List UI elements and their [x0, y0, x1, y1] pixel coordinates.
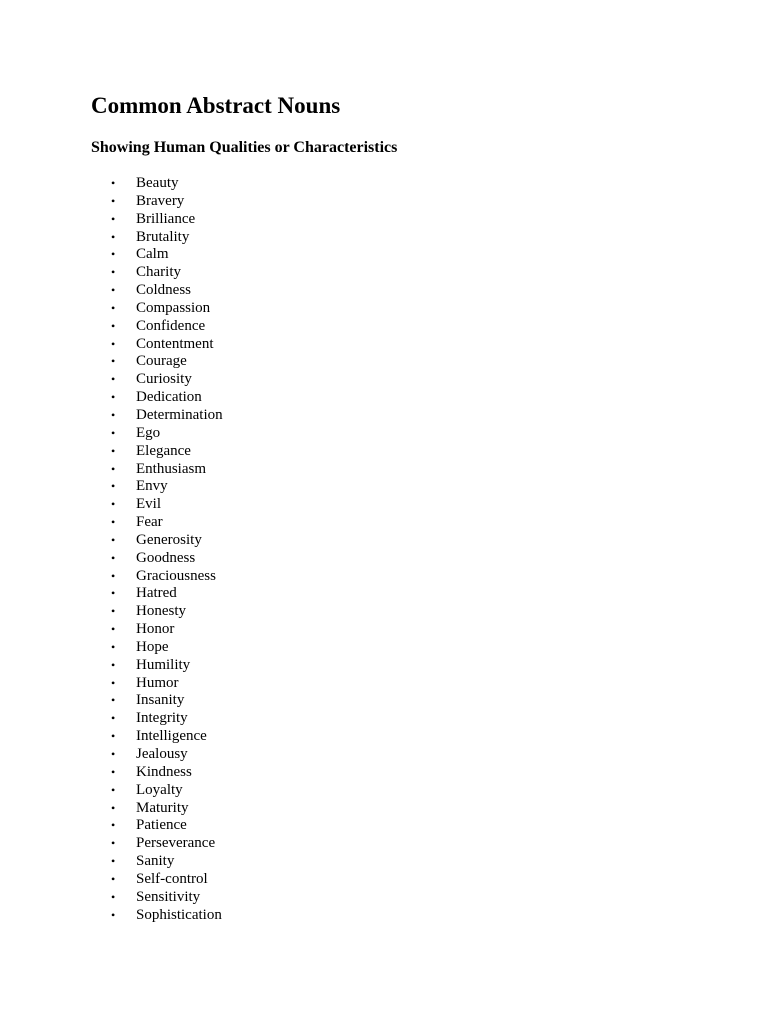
list-item-label: Hatred: [136, 585, 177, 602]
bullet-icon: •: [111, 390, 116, 405]
list-item-label: Self-control: [136, 870, 208, 887]
bullet-icon: •: [111, 586, 116, 601]
bullet-icon: •: [111, 693, 116, 708]
bullet-icon: •: [111, 211, 116, 226]
list-item-label: Graciousness: [136, 567, 216, 584]
list-item-label: Hope: [136, 638, 169, 655]
bullet-icon: •: [111, 497, 116, 512]
list-item-label: Kindness: [136, 763, 192, 780]
bullet-icon: •: [111, 461, 116, 476]
page-title: Common Abstract Nouns: [91, 93, 341, 118]
bullet-icon: •: [111, 283, 116, 298]
list-item-label: Charity: [136, 264, 181, 281]
list-item-label: Patience: [136, 817, 187, 834]
list-item-label: Maturity: [136, 799, 189, 816]
list-item-label: Generosity: [136, 531, 202, 548]
bullet-icon: •: [111, 657, 116, 672]
list-item-label: Evil: [136, 496, 161, 513]
section-heading: Showing Human Qualities or Characteristics: [91, 139, 398, 156]
list-item-label: Ego: [136, 424, 161, 441]
list-item-label: Integrity: [136, 710, 188, 727]
list-item-label: Compassion: [136, 299, 211, 316]
list-item-label: Sophistication: [136, 906, 222, 923]
list-item-label: Jealousy: [136, 746, 188, 762]
bullet-icon: •: [111, 265, 116, 280]
bullet-icon: •: [111, 871, 116, 886]
bullet-icon: •: [111, 889, 116, 904]
list-item-label: Humor: [136, 674, 179, 691]
list-item-label: Goodness: [136, 549, 196, 566]
list-item-label: Beauty: [136, 175, 179, 191]
list-item-label: Honesty: [136, 603, 186, 620]
bullet-icon: •: [111, 782, 116, 797]
bullet-icon: •: [111, 747, 116, 761]
bullet-icon: •: [111, 425, 116, 440]
list-item-label: Envy: [136, 478, 168, 495]
list-item-label: Calm: [136, 246, 169, 263]
bullet-icon: •: [111, 354, 116, 369]
bullet-icon: •: [111, 711, 116, 726]
bullet-icon: •: [111, 675, 116, 690]
list-item-label: Contentment: [136, 335, 214, 352]
bullet-icon: •: [111, 372, 116, 387]
list-item-label: Elegance: [136, 442, 191, 459]
bullet-icon: •: [111, 407, 116, 422]
bullet-icon: •: [111, 568, 116, 583]
list-item-label: Coldness: [136, 282, 192, 299]
bullet-icon: •: [111, 318, 116, 333]
bullet-icon: •: [111, 764, 116, 779]
list-item-label: Fear: [136, 514, 163, 531]
list-item-label: Loyalty: [136, 781, 183, 798]
list-item-label: Perseverance: [136, 835, 216, 852]
list-item-label: Intelligence: [136, 728, 207, 745]
bullet-icon: •: [111, 818, 116, 833]
bullet-icon: •: [111, 300, 116, 315]
list-item-label: Curiosity: [136, 371, 192, 388]
list-item-label: Brutality: [136, 228, 190, 245]
list-item-label: Sensitivity: [136, 888, 201, 905]
bullet-icon: •: [111, 247, 116, 262]
list-item-label: Enthusiasm: [136, 460, 206, 477]
bullet-icon: •: [111, 336, 116, 351]
list-item-label: Dedication: [136, 389, 202, 406]
bullet-icon: •: [111, 729, 116, 744]
bullet-icon: •: [111, 639, 116, 654]
bullet-icon: •: [111, 604, 116, 619]
list-item-label: Sanity: [136, 853, 175, 870]
bullet-icon: •: [111, 836, 116, 851]
list-item-label: Confidence: [136, 317, 206, 334]
bullet-icon: •: [111, 854, 116, 869]
bullet-icon: •: [111, 907, 116, 922]
bullet-icon: •: [111, 479, 116, 494]
bullet-icon: •: [111, 532, 116, 547]
bullet-icon: •: [111, 622, 116, 637]
bullet-icon: •: [111, 193, 116, 208]
bullet-icon: •: [111, 550, 116, 565]
list-item-label: Courage: [136, 353, 187, 370]
list-item-label: Honor: [136, 621, 175, 638]
bullet-icon: •: [111, 443, 116, 458]
bullet-icon: •: [111, 176, 116, 190]
list-item-label: Bravery: [136, 192, 185, 209]
list-item-label: Brilliance: [136, 210, 196, 227]
list-item-label: Determination: [136, 406, 223, 423]
bullet-icon: •: [111, 515, 116, 530]
list-item-label: Insanity: [136, 692, 185, 709]
list-item-label: Humility: [136, 656, 191, 673]
bullet-icon: •: [111, 229, 116, 244]
bullet-icon: •: [111, 800, 116, 815]
